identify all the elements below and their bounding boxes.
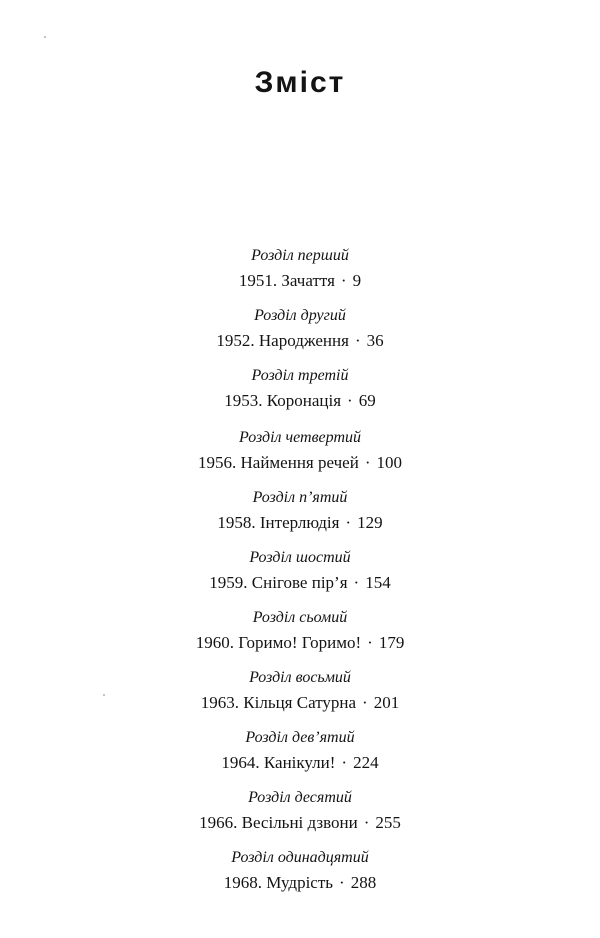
chapter-year: 1964. — [221, 753, 260, 772]
chapter-line — [0, 572, 600, 594]
chapter-title: Канікули! — [263, 753, 336, 772]
page-number: 36 — [366, 331, 384, 350]
page-separator: · — [341, 753, 348, 772]
toc-entry — [0, 246, 600, 292]
chapter-label: Розділ сьомий — [252, 609, 348, 626]
page-number: 9 — [352, 271, 362, 290]
page-number: 69 — [358, 391, 376, 410]
chapter-year: 1952. — [216, 331, 255, 350]
chapter-title: Горимо! Горимо! — [238, 633, 362, 652]
chapter-title: Інтерлюдія — [259, 513, 340, 532]
chapter-line — [0, 752, 600, 774]
chapter-label: Розділ десятий — [248, 789, 352, 806]
chapter-title: Наймення речей — [240, 453, 359, 472]
chapter-line — [0, 330, 600, 352]
chapter-label: Розділ дев’ятий — [245, 729, 355, 746]
chapter-year: 1956. — [198, 453, 237, 472]
chapter-year: 1958. — [217, 513, 256, 532]
chapter-title: Народження — [258, 331, 349, 350]
chapter-label: Розділ другий — [254, 307, 346, 324]
toc-entry — [0, 608, 600, 654]
chapter-label: Розділ восьмий — [249, 669, 351, 686]
toc-entry — [0, 306, 600, 352]
toc-entry — [0, 366, 600, 412]
chapter-year: 1966. — [199, 813, 238, 832]
chapter-line — [0, 632, 600, 654]
chapter-line — [0, 270, 600, 292]
page-number: 224 — [353, 753, 379, 772]
chapter-year: 1960. — [195, 633, 234, 652]
toc-entry — [0, 788, 600, 834]
chapter-label: Розділ шостий — [249, 549, 351, 566]
page-separator: · — [354, 331, 361, 350]
page-number: 100 — [376, 453, 402, 472]
chapter-label: Розділ перший — [251, 247, 349, 264]
page-title: Зміст — [254, 66, 346, 99]
page-separator: · — [347, 391, 353, 410]
toc-entry — [0, 428, 600, 474]
toc-entry — [0, 848, 600, 894]
chapter-label: Розділ третій — [251, 367, 349, 384]
chapter-year: 1959. — [209, 573, 248, 592]
page-separator: · — [367, 633, 373, 652]
chapter-line — [0, 872, 600, 894]
page-separator: · — [345, 513, 352, 532]
page-separator: · — [364, 453, 371, 472]
chapter-label: Розділ п’ятий — [252, 489, 348, 506]
chapter-line — [0, 452, 600, 474]
chapter-title: Кільця Сатурна — [243, 693, 357, 712]
page-number: 154 — [365, 573, 391, 592]
scan-speck — [44, 36, 46, 38]
page-separator: · — [363, 813, 370, 832]
chapter-year: 1968. — [223, 873, 263, 892]
chapter-line — [0, 692, 600, 714]
toc-entry — [0, 548, 600, 594]
page-separator: · — [340, 271, 347, 290]
chapter-year: 1953. — [224, 391, 263, 410]
chapter-line — [0, 390, 600, 412]
toc-entry — [0, 668, 600, 714]
toc-entry — [0, 728, 600, 774]
toc-entry — [0, 488, 600, 534]
page-separator: · — [362, 693, 368, 712]
page-separator: · — [339, 873, 345, 892]
chapter-label: Розділ одинадцятий — [231, 849, 369, 866]
chapter-title: Снігове пір’я — [251, 573, 348, 592]
chapter-title: Коронація — [266, 391, 342, 410]
page-separator: · — [353, 573, 360, 592]
page-number: 201 — [373, 693, 400, 712]
chapter-line — [0, 512, 600, 534]
chapter-title: Весільні дзвони — [241, 813, 358, 832]
chapter-year: 1963. — [200, 693, 240, 712]
chapter-title: Мудрість — [266, 873, 334, 892]
page-number: 288 — [350, 873, 377, 892]
page-number: 179 — [378, 633, 405, 652]
chapter-title: Зачаття — [281, 271, 335, 290]
chapter-line — [0, 812, 600, 834]
chapter-year: 1951. — [238, 271, 278, 290]
page-number: 129 — [357, 513, 383, 532]
page-number: 255 — [375, 813, 401, 832]
chapter-label: Розділ четвертий — [239, 429, 361, 446]
